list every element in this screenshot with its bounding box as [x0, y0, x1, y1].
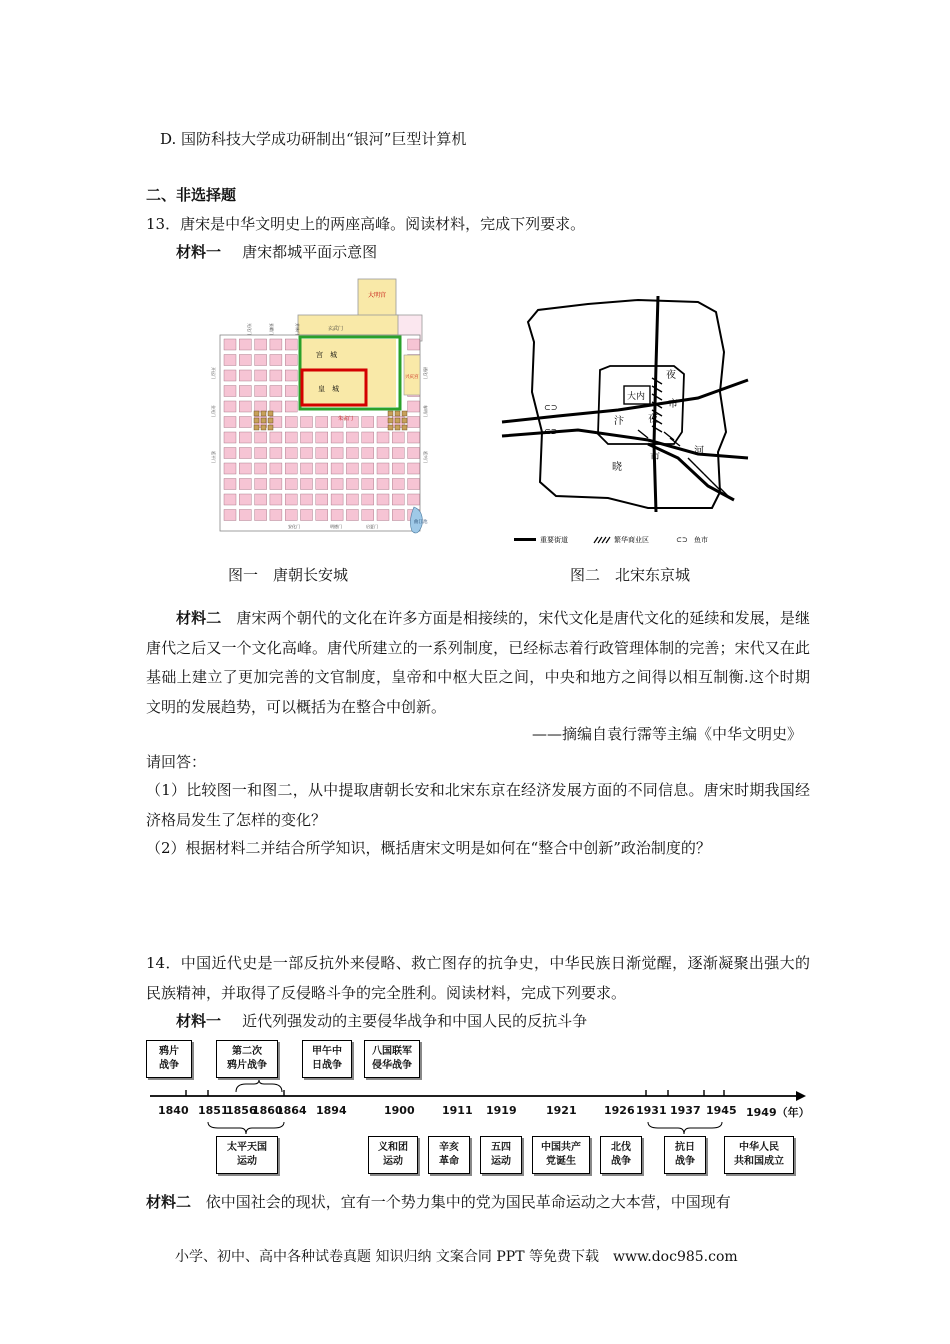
- city-block: [346, 463, 358, 474]
- svg-text:通化门: 通化门: [423, 367, 428, 379]
- city-block: [255, 463, 267, 474]
- city-block: [239, 432, 251, 443]
- city-block: [239, 494, 251, 505]
- year-1926: 1926: [604, 1104, 635, 1117]
- city-block: [377, 494, 389, 505]
- city-block: [408, 417, 420, 428]
- city-block: [224, 479, 236, 490]
- city-block: [392, 432, 404, 443]
- city-block: [316, 510, 328, 521]
- ye-label: 夜: [666, 370, 676, 381]
- city-block: [285, 370, 297, 381]
- event-eight-nation-war: 八国联军 侵华战争: [364, 1040, 420, 1078]
- event-northern-expedition: 北伐 战争: [600, 1136, 642, 1174]
- city-block: [362, 479, 374, 490]
- daming-palace-label: 大明宫: [368, 292, 387, 299]
- svg-text:金光门: 金光门: [211, 405, 216, 417]
- city-block: [239, 463, 251, 474]
- city-block: [301, 432, 313, 443]
- year-1900: 1900: [384, 1104, 415, 1117]
- legend-street: 重要街道: [540, 536, 568, 544]
- city-block: [377, 510, 389, 521]
- year-1945: 1945: [706, 1104, 737, 1117]
- q14-material2: [146, 1191, 731, 1212]
- city-block: [270, 448, 282, 459]
- event-sino-japanese-war: 甲午中 日战争: [302, 1040, 352, 1078]
- svg-text:安化门: 安化门: [288, 524, 300, 529]
- event-boxer: 义和团 运动: [368, 1136, 418, 1174]
- section-title: 二、非选择题: [146, 186, 237, 204]
- city-block: [316, 432, 328, 443]
- city-block: [346, 510, 358, 521]
- city-block: [270, 494, 282, 505]
- event-prc-founded: 中华人民 共和国成立: [724, 1136, 794, 1174]
- city-block: [392, 494, 404, 505]
- svg-text:⊂⊃: ⊂⊃: [544, 403, 558, 412]
- event-taiping: 太平天国 运动: [216, 1136, 278, 1174]
- city-block: [377, 417, 389, 428]
- svg-text:⊂⊃: ⊂⊃: [544, 427, 558, 436]
- city-block: [255, 370, 267, 381]
- option-d: D. 国防科技大学成功研制出“银河”巨型计算机: [160, 130, 467, 148]
- city-block: [270, 370, 282, 381]
- city-block: [239, 355, 251, 366]
- q13-prompt: 请回答：: [146, 753, 207, 771]
- city-block: [285, 401, 297, 412]
- svg-text:芳林门: 芳林门: [295, 323, 300, 335]
- city-block: [346, 448, 358, 459]
- city-block: [285, 355, 297, 366]
- city-block: [239, 448, 251, 459]
- city-block: [224, 448, 236, 459]
- q13-sub2: （2）根据材料二并结合所学知识，概括唐宋文明是如何在“整合中创新”政治制度的？: [146, 839, 711, 857]
- xiao-label: 晓: [612, 462, 622, 473]
- year-1919: 1919: [486, 1104, 517, 1117]
- year-1894: 1894: [316, 1104, 347, 1117]
- city-block: [408, 401, 420, 412]
- year-1911: 1911: [442, 1104, 473, 1117]
- east-market: [388, 411, 407, 430]
- city-block: [346, 494, 358, 505]
- year-1840: 1840: [158, 1104, 189, 1117]
- city-block: [224, 386, 236, 397]
- city-block: [392, 448, 404, 459]
- city-block: [224, 339, 236, 350]
- city-block: [331, 494, 343, 505]
- svg-text:⊂⊃: ⊂⊃: [676, 536, 688, 544]
- city-block: [255, 448, 267, 459]
- event-second-opium-war: 第二次 鸦片战争: [216, 1040, 278, 1078]
- city-block: [239, 370, 251, 381]
- svg-text:开远门: 开远门: [211, 367, 216, 379]
- material1-title: 唐宋都城平面示意图: [242, 243, 378, 261]
- city-block: [239, 401, 251, 412]
- city-block: [285, 479, 297, 490]
- q14-stem: 14．中国近代史是一部反抗外来侵略、救亡图存的抗争史，中华民族日渐觉醒，逐渐凝聚出强大的民族精神，并取得了反侵略斗争的完全胜利。阅读材料，完成下列要求。: [146, 954, 810, 1002]
- shi-label-2: 市: [650, 452, 660, 463]
- city-block: [285, 494, 297, 505]
- city-block: [270, 355, 282, 366]
- q14-material2-text: 依中国社会的现状，宜有一个势力集中的党为国民革命运动之大本营，中国现有: [205, 1193, 731, 1211]
- city-block: [255, 401, 267, 412]
- city-block: [301, 510, 313, 521]
- page-footer: 小学、初中、高中各种试卷真题 知识归纳 文案合同 PPT 等免费下载 www.doc985.com: [175, 1249, 738, 1265]
- svg-text:启夏门: 启夏门: [366, 524, 378, 529]
- city-block: [239, 510, 251, 521]
- bian-label: 汴: [614, 416, 624, 427]
- legend-fish: 鱼市: [694, 536, 708, 544]
- city-block: [224, 494, 236, 505]
- q13-sub1: （1）比较图一和图二，从中提取唐朝长安和北宋东京在经济发展方面的不同信息。唐宋时期我国经济格局发生了怎样的变化？: [146, 781, 810, 829]
- city-block: [301, 494, 313, 505]
- city-block: [362, 510, 374, 521]
- q13-source: ——摘编自袁行霈等主编《中华文明史》: [531, 725, 802, 743]
- city-block: [224, 370, 236, 381]
- city-block: [285, 463, 297, 474]
- map2-legend: [514, 535, 708, 544]
- city-block: [331, 463, 343, 474]
- city-block: [255, 386, 267, 397]
- city-block: [301, 448, 313, 459]
- city-block: [270, 463, 282, 474]
- city-block: [362, 463, 374, 474]
- city-block: [301, 417, 313, 428]
- q14-material1-title: 近代列强发动的主要侵华战争和中国人民的反抗斗争: [242, 1012, 588, 1030]
- q13-stem: 13．唐宋是中华文明史上的两座高峰。阅读材料，完成下列要求。: [146, 215, 586, 233]
- city-block: [316, 463, 328, 474]
- year-1860: 1860: [252, 1104, 283, 1117]
- svg-text:景曜门: 景曜门: [269, 323, 274, 335]
- city-block: [270, 479, 282, 490]
- city-block: [270, 401, 282, 412]
- city-block: [331, 432, 343, 443]
- ye-label-2: 夜: [648, 414, 658, 425]
- city-block: [408, 448, 420, 459]
- city-block: [239, 417, 251, 428]
- timeline-axis: [146, 1088, 810, 1104]
- brace-taiping: [206, 1120, 288, 1134]
- city-block: [316, 479, 328, 490]
- city-block: [285, 510, 297, 521]
- material1-label: 材料一: [176, 243, 222, 261]
- city-block: [362, 494, 374, 505]
- year-1864: 1864: [276, 1104, 307, 1117]
- city-block: [377, 479, 389, 490]
- brace-antijapanese: [646, 1120, 726, 1134]
- city-block: [285, 386, 297, 397]
- city-block: [377, 448, 389, 459]
- q14-material1-heading: [176, 1010, 587, 1031]
- material2-label: 材料二: [176, 609, 222, 627]
- svg-text:延平门: 延平门: [211, 451, 216, 463]
- city-block: [285, 448, 297, 459]
- city-block: [301, 463, 313, 474]
- city-block: [331, 448, 343, 459]
- he-label: 河: [694, 446, 704, 457]
- q13-material1-heading: [176, 241, 377, 262]
- event-cpc-founded: 中国共产 党诞生: [532, 1136, 590, 1174]
- city-block: [224, 401, 236, 412]
- city-block: [362, 448, 374, 459]
- city-block: [346, 479, 358, 490]
- city-block: [285, 417, 297, 428]
- event-opium-war: 鸦片 战争: [146, 1040, 192, 1078]
- xingqing-palace-label: 兴庆宫: [405, 375, 419, 380]
- fig1-caption: 图一 唐朝长安城: [228, 566, 349, 584]
- event-anti-japanese-war: 抗日 战争: [664, 1136, 706, 1174]
- city-block: [239, 339, 251, 350]
- west-market: [254, 411, 273, 430]
- city-block: [285, 339, 297, 350]
- city-block: [331, 479, 343, 490]
- legend-commerce: 繁华商业区: [614, 536, 649, 544]
- city-block: [255, 510, 267, 521]
- city-block: [285, 432, 297, 443]
- svg-text:延兴门: 延兴门: [423, 451, 428, 463]
- city-block: [239, 479, 251, 490]
- year-1851: 1851: [198, 1104, 229, 1117]
- city-block: [408, 479, 420, 490]
- city-block: [331, 510, 343, 521]
- palace-city-label: 宫 城: [316, 351, 337, 359]
- city-block: [408, 432, 420, 443]
- city-block: [224, 510, 236, 521]
- city-block: [408, 463, 420, 474]
- year-1931: 1931: [636, 1104, 667, 1117]
- city-block: [224, 432, 236, 443]
- material2-text: 唐宋两个朝代的文化在许多方面是相接续的，宋代文化是唐代文化的延续和发展，是继唐代之后又一个文化高峰。唐代所建立的一系列制度，已经标志着行政管理体制的完善；宋代又在此基础上建立了更加完善的文官制度，皇帝和中枢大臣之间，中央和地方之间得以相互制衡.这个时期文明的发展趋势，可以概括为在整合中创新。: [146, 609, 810, 716]
- city-block: [377, 432, 389, 443]
- city-block: [392, 479, 404, 490]
- city-block: [224, 417, 236, 428]
- xuanwu-gate-label: 玄武门: [328, 326, 344, 332]
- fig2-caption: 图二 北宋东京城: [570, 566, 691, 584]
- city-block: [377, 463, 389, 474]
- svg-text:明德门: 明德门: [330, 524, 342, 529]
- year-1937: 1937: [670, 1104, 701, 1117]
- year-1949: 1949（年）: [746, 1106, 810, 1119]
- city-block: [346, 432, 358, 443]
- year-1921: 1921: [546, 1104, 577, 1117]
- q14-material1-label: 材料一: [176, 1012, 222, 1030]
- city-block: [224, 355, 236, 366]
- city-block: [255, 339, 267, 350]
- city-block: [270, 432, 282, 443]
- city-block: [392, 510, 404, 521]
- dongjing-map: [498, 282, 753, 550]
- event-may-fourth: 五四 运动: [480, 1136, 522, 1174]
- q14-material2-label: 材料二: [146, 1193, 192, 1211]
- city-block: [239, 386, 251, 397]
- city-block: [224, 463, 236, 474]
- svg-text:光化门: 光化门: [247, 323, 252, 335]
- q13-material2: [146, 604, 810, 722]
- city-block: [255, 479, 267, 490]
- city-block: [301, 479, 313, 490]
- qujiang-label: 曲江池: [414, 520, 428, 525]
- city-block: [316, 448, 328, 459]
- svg-text:春明门: 春明门: [423, 405, 428, 417]
- city-block: [362, 432, 374, 443]
- da-nei-label: 大内: [627, 392, 646, 402]
- city-block: [255, 432, 267, 443]
- zhuque-gate-label: 朱雀门: [338, 416, 354, 422]
- city-block: [408, 339, 420, 350]
- year-1856: 1856: [226, 1104, 257, 1117]
- city-block: [392, 463, 404, 474]
- city-block: [316, 494, 328, 505]
- city-block: [255, 494, 267, 505]
- changan-map: [211, 275, 440, 543]
- city-block: [270, 386, 282, 397]
- city-block: [255, 355, 267, 366]
- city-block: [408, 494, 420, 505]
- imperial-city-label: 皇 城: [318, 385, 339, 393]
- city-block: [316, 417, 328, 428]
- timeline: [146, 1036, 810, 1176]
- shi-label-1: 市: [668, 399, 678, 410]
- city-block: [270, 510, 282, 521]
- city-block: [362, 417, 374, 428]
- city-block: [270, 339, 282, 350]
- event-xinhai: 辛亥 革命: [428, 1136, 470, 1174]
